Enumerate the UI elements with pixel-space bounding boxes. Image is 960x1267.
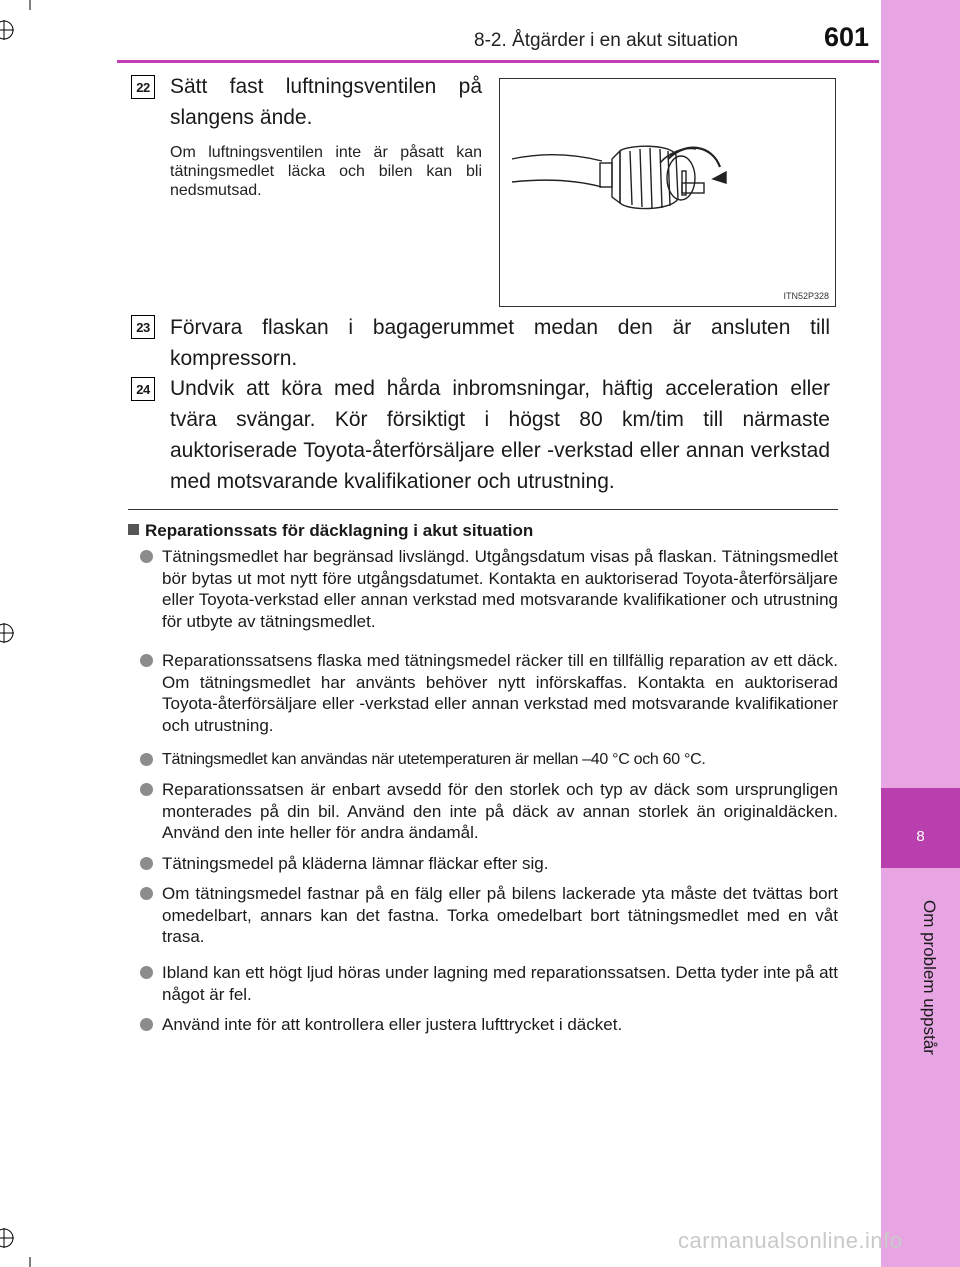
bullet-dot-icon [140, 1018, 153, 1031]
list-item: Reparationssatsens flaska med tätningsmedel räcker till en tillfällig reparation av ett däck. Om tätningsmedlet har använts behöver nytt införskaffas. Kontakta en auktoriserad Toyota-återförsäljare eller -verkstad eller annan verkstad med motsvarande kvalifikationer och utrustning. [162, 650, 838, 736]
bullet-dot-icon [140, 857, 153, 870]
list-item: Om tätningsmedel fastnar på en fälg eller på bilens lackerade yta måste det tvättas bort omedelbart, annars kan det fastna. Torka omedelbart bort tätningsmedlet med en våt trasa. [162, 883, 838, 948]
section-divider [128, 509, 838, 510]
chapter-title [919, 900, 939, 930]
chapter-number: 8 [916, 828, 925, 845]
bullet-dot-icon [140, 550, 153, 563]
section-heading: 8-2. Åtgärder i en akut situation [474, 30, 739, 51]
illustration-valve [499, 66, 836, 307]
step-badge: 23 [131, 315, 155, 339]
page-number: 601 [824, 22, 870, 52]
valve-hose-illustration [500, 66, 835, 306]
step-text: Undvik att köra med hårda inbromsningar, häftig acceleration eller tvära svängar. Kör försiktigt i högst 80 km/tim till närmaste auktoriserade Toyota-återförsäljare eller -verkstad eller annan verkstad med motsvarande kvalifikationer och utrustning. [170, 377, 830, 493]
header-rule [117, 60, 879, 63]
bullet-dot-icon [140, 966, 153, 979]
bullet-dot-icon [140, 783, 153, 796]
watermark: carmanualsonline.info [678, 1228, 903, 1253]
list-item: Tätningsmedel på kläderna lämnar fläckar efter sig. [162, 853, 838, 875]
bullet-dot-icon [140, 753, 153, 766]
section-title [128, 521, 533, 541]
svg-text:.: . [500, 66, 505, 83]
chapter-side-tab [881, 0, 960, 1267]
step-badge: 22 [131, 75, 155, 99]
list-item: Använd inte för att kontrollera eller justera lufttrycket i däcket. [162, 1014, 838, 1036]
list-item: Tätningsmedlet kan användas när utetemperaturen är mellan –40 °C och 60 °C. [162, 749, 838, 771]
list-item: Ibland kan ett högt ljud höras under lagning med reparationssatsen. Detta tyder inte på att något är fel. [162, 962, 838, 1005]
square-bullet-icon [128, 524, 139, 535]
bullet-dot-icon [140, 654, 153, 667]
step-text: Förvara flaskan i bagagerummet medan den är ansluten till kompressorn. [170, 316, 830, 370]
figure-code: ITN52P328 [783, 291, 829, 301]
list-item: Reparationssatsen är enbart avsedd för den storlek och typ av däck som ursprungligen monterades på din bil. Använd den inte på däck av annan storlek än originaldäcken. Använd den inte heller för andra ändamål. [162, 779, 838, 844]
list-item: Tätningsmedlet har begränsad livslängd. Utgångsdatum visas på flaskan. Tätningsmedlet bör bytas ut mot nytt före utgångsdatumet. Kontakta en auktoriserad Toyota-återförsäljare eller Toyota-verkstad eller annan verkstad med motsvarande kvalifikationer och utrustning för utbyte av tätningsmedlet. [162, 546, 838, 632]
section-title-text: Reparationssats för däcklagning i akut situation [145, 521, 534, 540]
bullet-dot-icon [140, 887, 153, 900]
step-badge: 24 [131, 377, 155, 401]
step-text: Sätt fast luftningsventilen på slangens ände. [170, 75, 482, 129]
step-note: Om luftningsventilen inte är påsatt kan tätningsmedlet läcka och bilen kan bli nedsmutsad. [170, 144, 482, 199]
